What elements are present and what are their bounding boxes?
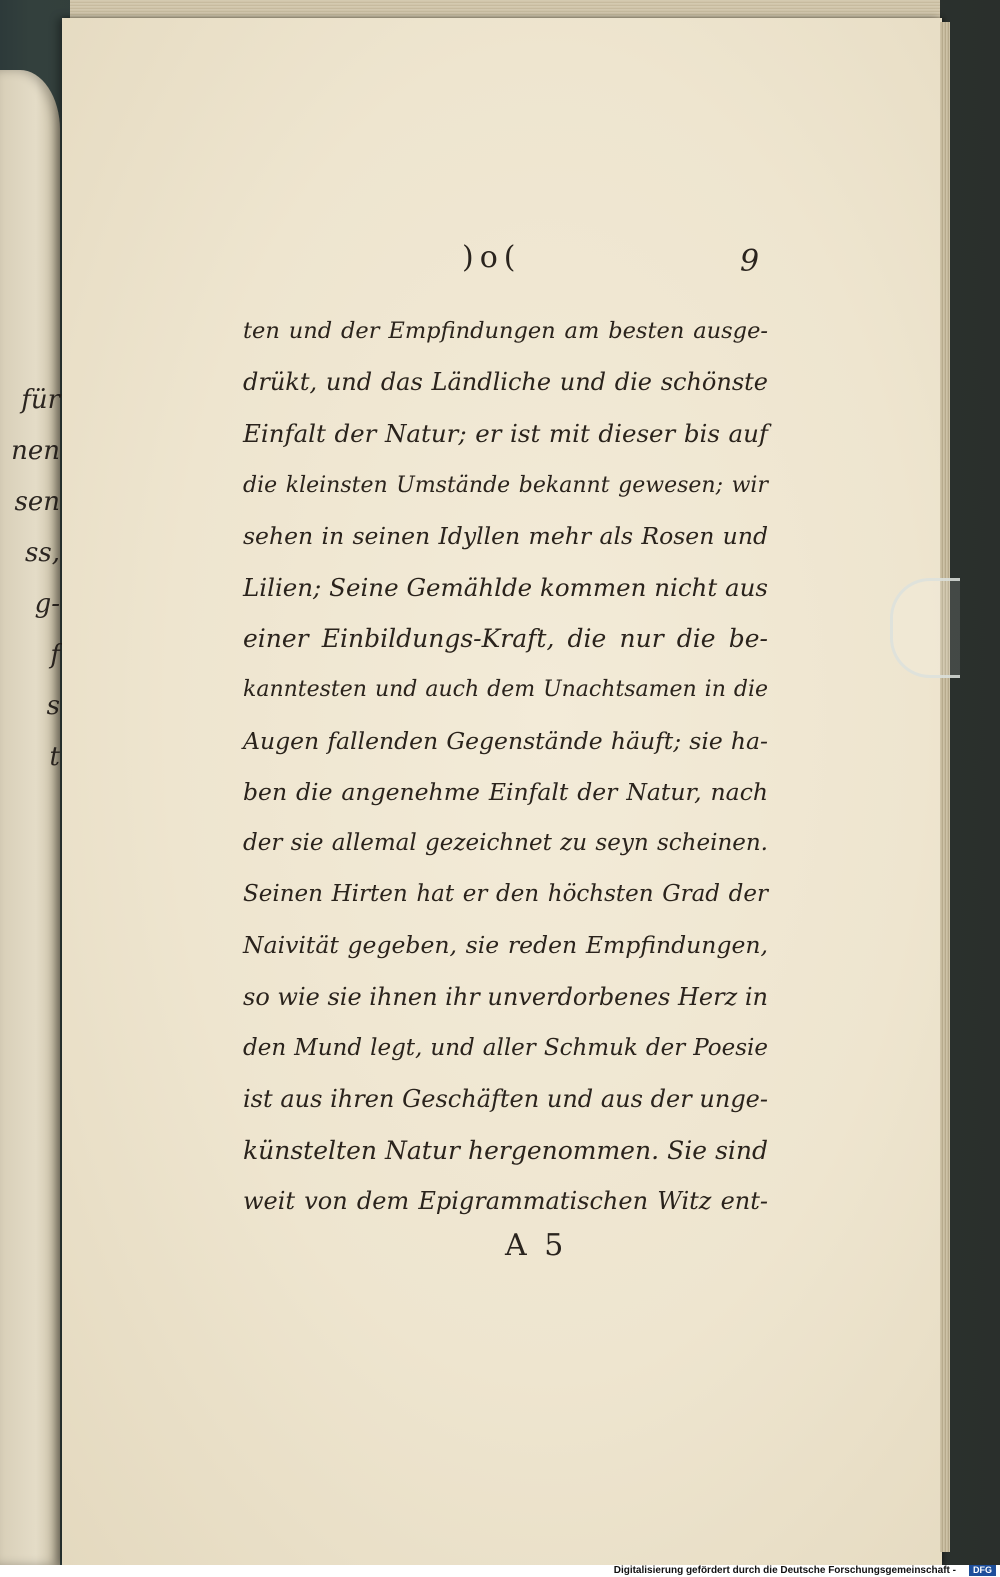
text-line: den Mund legt, und aller Schmuk der Poesie [243,1034,768,1061]
page-stack-top-edge [70,0,940,20]
funding-credit: Digitalisierung gefördert durch die Deutsche Forschungsgemeinschaft - [613,1565,956,1576]
running-head: )o( [462,240,522,275]
text-line: Lilien; Seine Gemählde kommen nicht aus [243,573,768,603]
text-line: ten und der Empfindungen am besten ausge- [243,318,768,344]
signature-mark: A 5 [505,1228,568,1263]
text-line: die kleinsten Umstände bekannt gewesen; wir [243,472,768,498]
text-line: weit von dem Epigrammatischen Witz ent- [243,1187,768,1216]
text-line: so wie sie ihnen ihr unverdorbenes Herz in [243,982,768,1011]
previous-page-edge [0,70,60,1565]
text-line: sehen in seinen Idyllen mehr als Rosen und [243,521,768,550]
previous-page-text-fragments [2,375,60,783]
text-line: der sie allemal gezeichnet zu seyn scheinen. [243,830,768,857]
text-line: Seinen Hirten hat er den höchsten Grad der [243,881,768,908]
text-line: Einfalt der Natur; er ist mit dieser bis auf [243,419,768,449]
fragment: ss, [25,538,60,568]
text-line: künstelten Natur hergenommen. Sie sind [243,1136,768,1166]
page-stack-right-edge [940,22,950,1552]
fragment: für [21,385,60,415]
fragment: sen [14,487,60,517]
text-line: kanntesten und auch dem Unachtsamen in die [243,677,768,703]
fragment: g- [34,589,60,619]
text-line: ist aus ihren Geschäften und aus der unge- [243,1085,768,1114]
fragment: f [50,640,60,670]
page-clip [890,578,960,678]
fragment: nen [11,436,60,466]
text-line: drükt, und das Ländliche und die schönste [243,368,768,397]
fragment: t [49,742,60,772]
text-line: einer Einbildungs-Kraft, die nur die be- [243,624,768,654]
body-text [243,306,768,1228]
text-line: ben die angenehme Einfalt der Natur, nach [243,777,768,806]
fragment: s [46,691,60,721]
text-line: Naivität gegeben, sie reden Empfindungen, [243,931,768,960]
dfg-logo: DFG [969,1565,996,1576]
text-line: Augen fallenden Gegenstände häuft; sie ha- [243,726,768,755]
page-number: 9 [740,244,760,279]
